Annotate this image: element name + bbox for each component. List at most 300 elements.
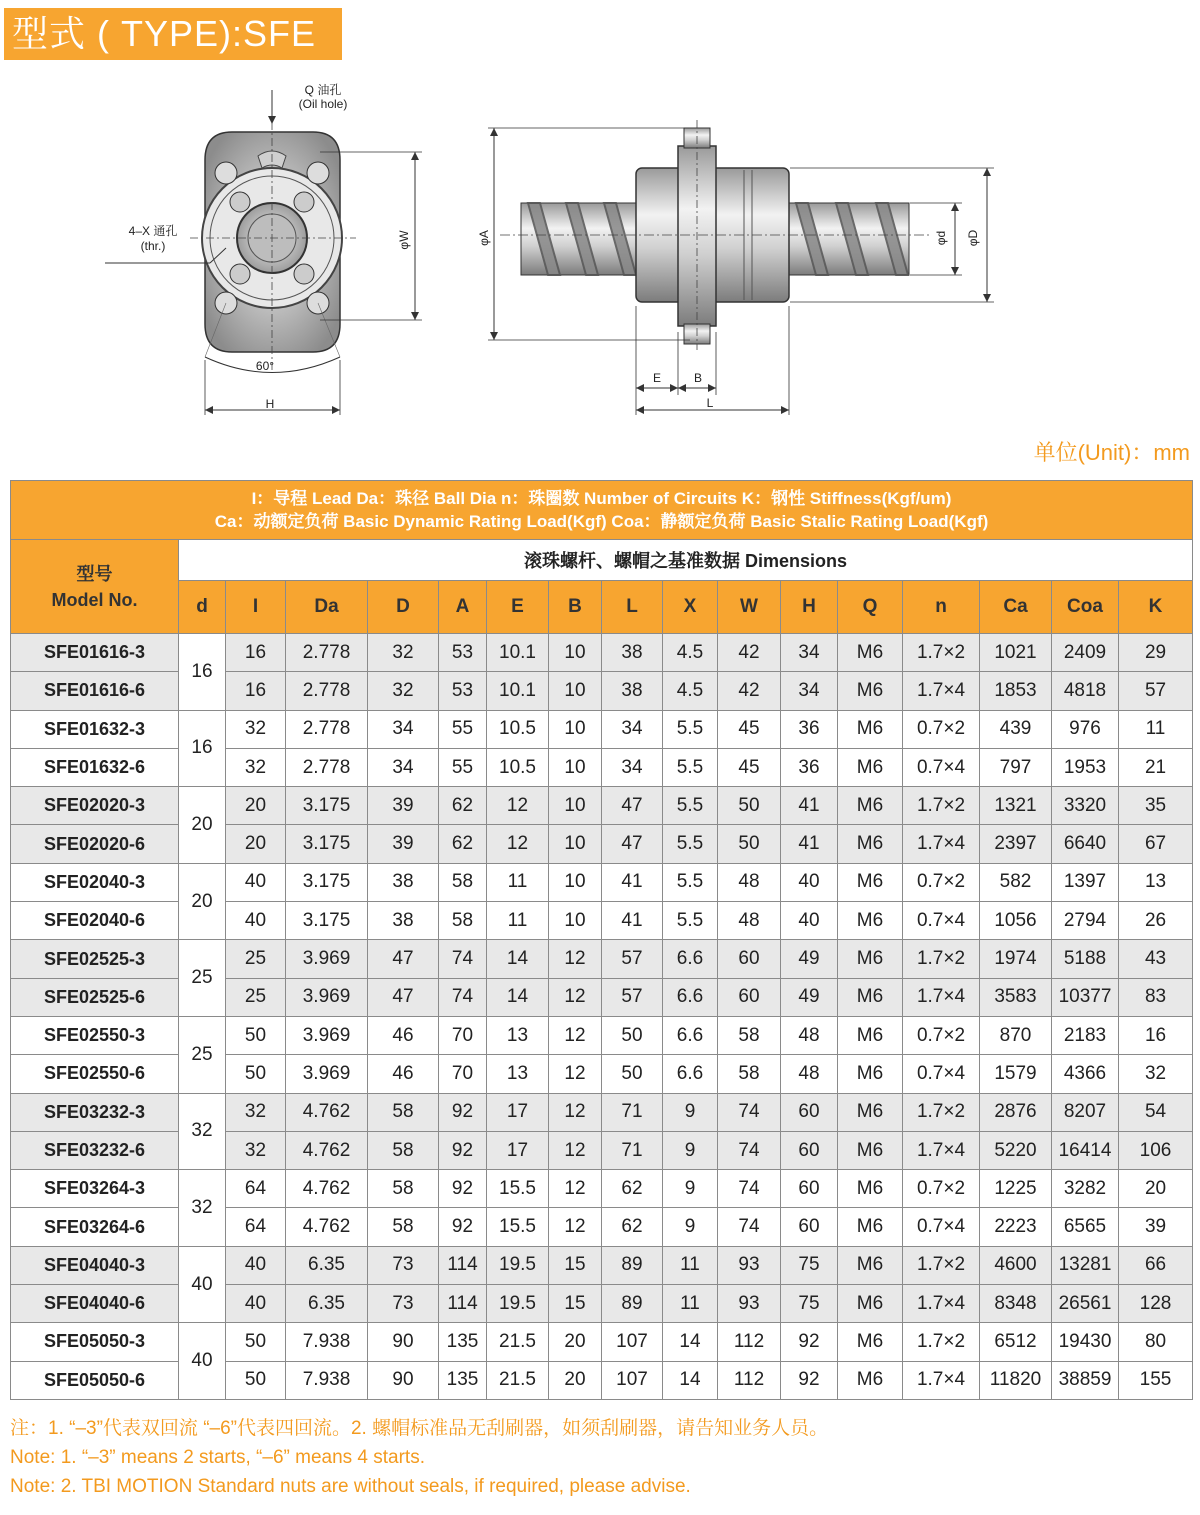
cell-k: 26 [1119,902,1193,940]
cell-coa: 4818 [1052,672,1119,710]
table-row [11,634,1193,672]
cell-h: 34 [781,634,838,672]
cell-n: 0.7×4 [903,1055,980,1093]
cell-a: 62 [439,825,487,863]
cell-l: 41 [602,863,663,901]
cell-h: 41 [781,825,838,863]
column-header-b: B [549,581,602,634]
cell-e: 13 [487,1016,549,1054]
model-cell: SFE01632-6 [11,748,179,786]
cell-l: 107 [602,1361,663,1399]
cell-a: 135 [439,1361,487,1399]
model-cell: SFE01616-6 [11,672,179,710]
column-header-q: Q [838,581,903,634]
cell-l: 71 [602,1131,663,1169]
cell-coa: 10377 [1052,978,1119,1016]
cell-q: M6 [838,1246,903,1284]
cell-e: 19.5 [487,1246,549,1284]
cell-a: 55 [439,710,487,748]
column-header-n: n [903,581,980,634]
cell-h: 60 [781,1093,838,1131]
cell-w: 48 [718,902,781,940]
cell-q: M6 [838,1016,903,1054]
cell-i: 25 [226,940,286,978]
cell-da: 3.175 [286,825,368,863]
model-cell: SFE01616-3 [11,634,179,672]
cell-w: 112 [718,1323,781,1361]
cell-n: 0.7×2 [903,1016,980,1054]
cell-l: 71 [602,1093,663,1131]
cell-q: M6 [838,1361,903,1399]
cell-h: 41 [781,787,838,825]
model-header-cn: 型号 [76,563,113,584]
cell-a: 74 [439,978,487,1016]
cell-d: 25 [179,940,226,1017]
cell-l: 47 [602,787,663,825]
cell-e: 10.1 [487,634,549,672]
cell-d: 90 [368,1323,439,1361]
cell-k: 21 [1119,748,1193,786]
cell-d: 58 [368,1208,439,1246]
note-en-1: Note: 1. “–3” means 2 starts, “–6” means 4 starts. [10,1447,425,1468]
cell-e: 19.5 [487,1285,549,1323]
cell-l: 47 [602,825,663,863]
cell-d: 34 [368,710,439,748]
cell-k: 16 [1119,1016,1193,1054]
cell-h: 48 [781,1016,838,1054]
side-view [477,120,994,415]
column-header-k: K [1119,581,1193,634]
cell-q: M6 [838,672,903,710]
cell-q: M6 [838,825,903,863]
cell-q: M6 [838,1170,903,1208]
cell-coa: 1953 [1052,748,1119,786]
cell-k: 54 [1119,1093,1193,1131]
model-cell: SFE02020-6 [11,825,179,863]
cell-b: 10 [549,710,602,748]
cell-h: 49 [781,940,838,978]
cell-d: 58 [368,1131,439,1169]
cell-w: 58 [718,1055,781,1093]
cell-l: 41 [602,902,663,940]
cell-n: 1.7×2 [903,1093,980,1131]
cell-n: 1.7×2 [903,940,980,978]
column-header-x: X [663,581,718,634]
cell-i: 32 [226,748,286,786]
cell-da: 3.969 [286,1016,368,1054]
cell-ca: 2876 [980,1093,1052,1131]
cell-n: 1.7×4 [903,1285,980,1323]
cell-i: 40 [226,902,286,940]
cell-b: 12 [549,1170,602,1208]
cell-n: 1.7×2 [903,634,980,672]
model-cell: SFE01632-3 [11,710,179,748]
cell-h: 40 [781,863,838,901]
model-cell: SFE02525-6 [11,978,179,1016]
cell-d: 16 [179,634,226,711]
cell-h: 60 [781,1131,838,1169]
cell-i: 16 [226,634,286,672]
cell-e: 17 [487,1093,549,1131]
cell-k: 128 [1119,1285,1193,1323]
cell-d: 32 [368,672,439,710]
legend-line-1: I：导程 Lead Da：珠径 Ball Dia n：珠圈数 Number of Circuits K：钢性 Stiffness(Kgf/um) [251,489,952,508]
cell-x: 9 [663,1093,718,1131]
cell-e: 14 [487,940,549,978]
cell-w: 50 [718,825,781,863]
cell-q: M6 [838,634,903,672]
table-legend [11,481,1193,540]
cell-e: 14 [487,978,549,1016]
cell-l: 62 [602,1170,663,1208]
cell-d: 58 [368,1093,439,1131]
cell-a: 58 [439,902,487,940]
cell-h: 75 [781,1246,838,1284]
cell-d: 38 [368,863,439,901]
cell-da: 2.778 [286,672,368,710]
cell-b: 10 [549,787,602,825]
cell-e: 21.5 [487,1323,549,1361]
cell-da: 4.762 [286,1170,368,1208]
cell-b: 10 [549,902,602,940]
cell-i: 50 [226,1016,286,1054]
model-cell: SFE02525-3 [11,940,179,978]
cell-n: 0.7×2 [903,1170,980,1208]
cell-e: 13 [487,1055,549,1093]
model-cell: SFE02550-3 [11,1016,179,1054]
cell-da: 4.762 [286,1093,368,1131]
cell-ca: 439 [980,710,1052,748]
cell-i: 25 [226,978,286,1016]
cell-d: 16 [179,710,226,787]
front-view [105,82,422,415]
cell-x: 6.6 [663,1016,718,1054]
cell-q: M6 [838,710,903,748]
cell-ca: 582 [980,863,1052,901]
column-header-d: D [368,581,439,634]
cell-l: 57 [602,978,663,1016]
cell-coa: 13281 [1052,1246,1119,1284]
dim-d-small-label: φd [934,230,948,246]
cell-coa: 5188 [1052,940,1119,978]
cell-ca: 1579 [980,1055,1052,1093]
cell-coa: 3320 [1052,787,1119,825]
cell-ca: 11820 [980,1361,1052,1399]
cell-w: 74 [718,1208,781,1246]
cell-x: 5.5 [663,748,718,786]
cell-x: 4.5 [663,672,718,710]
table-row [11,1170,1193,1208]
model-cell: SFE02550-6 [11,1055,179,1093]
cell-w: 48 [718,863,781,901]
cell-e: 12 [487,825,549,863]
cell-b: 10 [549,672,602,710]
cell-x: 5.5 [663,902,718,940]
cell-da: 2.778 [286,748,368,786]
cell-w: 112 [718,1361,781,1399]
cell-coa: 976 [1052,710,1119,748]
cell-ca: 4600 [980,1246,1052,1284]
cell-n: 1.7×4 [903,1131,980,1169]
cell-coa: 2409 [1052,634,1119,672]
cell-e: 21.5 [487,1361,549,1399]
cell-ca: 1056 [980,902,1052,940]
cell-ca: 3583 [980,978,1052,1016]
cell-x: 5.5 [663,787,718,825]
cell-i: 20 [226,787,286,825]
cell-da: 2.778 [286,634,368,672]
dim-w-label: φW [397,230,411,250]
cell-q: M6 [838,1131,903,1169]
dim-l-label: L [706,396,714,410]
cell-n: 0.7×4 [903,748,980,786]
cell-i: 64 [226,1208,286,1246]
cell-coa: 16414 [1052,1131,1119,1169]
cell-i: 20 [226,825,286,863]
cell-e: 11 [487,902,549,940]
cell-i: 32 [226,1131,286,1169]
cell-a: 58 [439,863,487,901]
cell-d: 39 [368,787,439,825]
cell-w: 58 [718,1016,781,1054]
cell-x: 6.6 [663,940,718,978]
dim-h-label: H [265,397,275,411]
cell-e: 15.5 [487,1170,549,1208]
cell-d: 40 [179,1246,226,1323]
cell-k: 83 [1119,978,1193,1016]
cell-l: 89 [602,1285,663,1323]
cell-d: 20 [179,863,226,940]
cell-d: 32 [179,1093,226,1170]
cell-e: 12 [487,787,549,825]
cell-d: 47 [368,940,439,978]
model-cell: SFE02040-6 [11,902,179,940]
cell-h: 75 [781,1285,838,1323]
cell-a: 135 [439,1323,487,1361]
cell-ca: 2397 [980,825,1052,863]
cell-w: 45 [718,710,781,748]
cell-i: 40 [226,1246,286,1284]
cell-n: 0.7×4 [903,1208,980,1246]
cell-h: 49 [781,978,838,1016]
cell-q: M6 [838,1323,903,1361]
oil-hole-label: Q 油孔 [304,83,342,97]
cell-da: 2.778 [286,710,368,748]
cell-k: 11 [1119,710,1193,748]
cell-e: 10.1 [487,672,549,710]
cell-x: 5.5 [663,825,718,863]
cell-h: 36 [781,710,838,748]
cell-l: 34 [602,748,663,786]
type-title: 型式 ( TYPE):SFE [4,8,342,60]
cell-d: 39 [368,825,439,863]
cell-h: 48 [781,1055,838,1093]
cell-k: 13 [1119,863,1193,901]
cell-x: 5.5 [663,710,718,748]
model-cell: SFE02040-3 [11,863,179,901]
cell-i: 50 [226,1361,286,1399]
cell-e: 17 [487,1131,549,1169]
angle-label: 60° [255,359,275,373]
cell-d: 25 [179,1016,226,1093]
cell-l: 62 [602,1208,663,1246]
cell-x: 11 [663,1285,718,1323]
cell-k: 106 [1119,1131,1193,1169]
cell-k: 29 [1119,634,1193,672]
cell-d: 20 [179,787,226,864]
cell-x: 14 [663,1323,718,1361]
cell-n: 0.7×4 [903,902,980,940]
cell-w: 50 [718,787,781,825]
cell-l: 57 [602,940,663,978]
cell-b: 10 [549,748,602,786]
cell-da: 3.969 [286,978,368,1016]
cell-a: 62 [439,787,487,825]
cell-d: 34 [368,748,439,786]
cell-d: 58 [368,1170,439,1208]
note-cn: 注：1. “–3”代表双回流 “–6”代表四回流。2. 螺帽标准品无刮刷器，如须刮刷器，请告知业务人员。 [10,1418,829,1439]
column-header-d: d [179,581,226,634]
cell-i: 40 [226,863,286,901]
cell-coa: 4366 [1052,1055,1119,1093]
cell-n: 1.7×2 [903,787,980,825]
thru-hole-label-en: (thr.) [140,239,166,253]
cell-q: M6 [838,1055,903,1093]
model-cell: SFE05050-3 [11,1323,179,1361]
cell-b: 12 [549,1093,602,1131]
cell-d: 73 [368,1246,439,1284]
column-header-da: Da [286,581,368,634]
column-header-coa: Coa [1052,581,1119,634]
cell-coa: 19430 [1052,1323,1119,1361]
cell-h: 60 [781,1170,838,1208]
cell-x: 6.6 [663,1055,718,1093]
column-header-a: A [439,581,487,634]
note-en-2: Note: 2. TBI MOTION Standard nuts are without seals, if required, please advise. [10,1476,691,1497]
cell-a: 53 [439,672,487,710]
cell-da: 4.762 [286,1131,368,1169]
cell-x: 14 [663,1361,718,1399]
column-header-e: E [487,581,549,634]
cell-a: 74 [439,940,487,978]
cell-d: 40 [179,1323,226,1400]
column-header-l: L [602,581,663,634]
cell-i: 32 [226,710,286,748]
cell-w: 93 [718,1285,781,1323]
table-row [11,1016,1193,1054]
cell-d: 32 [368,634,439,672]
cell-ca: 1225 [980,1170,1052,1208]
cell-a: 114 [439,1246,487,1284]
notes [10,1414,1190,1501]
cell-l: 89 [602,1246,663,1284]
cell-x: 5.5 [663,863,718,901]
cell-d: 46 [368,1055,439,1093]
cell-da: 6.35 [286,1246,368,1284]
cell-q: M6 [838,978,903,1016]
cell-ca: 1021 [980,634,1052,672]
cell-k: 39 [1119,1208,1193,1246]
technical-drawing [0,70,1200,440]
cell-h: 92 [781,1323,838,1361]
cell-b: 10 [549,863,602,901]
cell-da: 6.35 [286,1285,368,1323]
table-row [11,940,1193,978]
cell-da: 3.175 [286,787,368,825]
cell-ca: 2223 [980,1208,1052,1246]
cell-b: 12 [549,978,602,1016]
cell-b: 20 [549,1361,602,1399]
cell-b: 12 [549,1016,602,1054]
cell-da: 7.938 [286,1361,368,1399]
cell-d: 32 [179,1170,226,1247]
model-cell: SFE02020-3 [11,787,179,825]
cell-d: 90 [368,1361,439,1399]
cell-da: 3.969 [286,940,368,978]
cell-q: M6 [838,1093,903,1131]
cell-b: 12 [549,1055,602,1093]
cell-a: 70 [439,1016,487,1054]
cell-ca: 1321 [980,787,1052,825]
cell-b: 15 [549,1246,602,1284]
cell-ca: 6512 [980,1323,1052,1361]
cell-w: 93 [718,1246,781,1284]
cell-w: 74 [718,1093,781,1131]
column-header-row [11,581,1193,634]
cell-h: 92 [781,1361,838,1399]
spec-table-body [11,634,1193,1400]
legend-line-2: Ca：动额定负荷 Basic Dynamic Rating Load(Kgf) Coa：静额定负荷 Basic Stalic Rating Load(Kgf) [214,512,989,531]
cell-k: 155 [1119,1361,1193,1399]
cell-a: 55 [439,748,487,786]
unit-label: 单位(Unit)：mm [1033,440,1190,465]
cell-a: 92 [439,1093,487,1131]
cell-w: 74 [718,1170,781,1208]
cell-k: 80 [1119,1323,1193,1361]
cell-k: 43 [1119,940,1193,978]
cell-k: 57 [1119,672,1193,710]
column-header-ca: Ca [980,581,1052,634]
cell-i: 16 [226,672,286,710]
cell-ca: 1974 [980,940,1052,978]
table-row [11,787,1193,825]
model-cell: SFE05050-6 [11,1361,179,1399]
cell-b: 10 [549,634,602,672]
cell-coa: 2183 [1052,1016,1119,1054]
cell-da: 4.762 [286,1208,368,1246]
cell-q: M6 [838,1285,903,1323]
cell-b: 10 [549,825,602,863]
dim-d-large-label: φD [966,229,980,247]
model-cell: SFE03264-3 [11,1170,179,1208]
model-cell: SFE04040-6 [11,1285,179,1323]
cell-e: 15.5 [487,1208,549,1246]
cell-b: 12 [549,1208,602,1246]
cell-b: 12 [549,940,602,978]
oil-hole-label-en: (Oil hole) [298,97,348,111]
cell-x: 9 [663,1170,718,1208]
cell-k: 35 [1119,787,1193,825]
dim-e-label: E [652,371,662,385]
column-header-w: W [718,581,781,634]
model-header-en: Model No. [51,589,138,610]
table-row [11,1246,1193,1284]
cell-n: 1.7×2 [903,1323,980,1361]
cell-w: 74 [718,1131,781,1169]
cell-da: 3.969 [286,1055,368,1093]
cell-q: M6 [838,748,903,786]
cell-b: 20 [549,1323,602,1361]
